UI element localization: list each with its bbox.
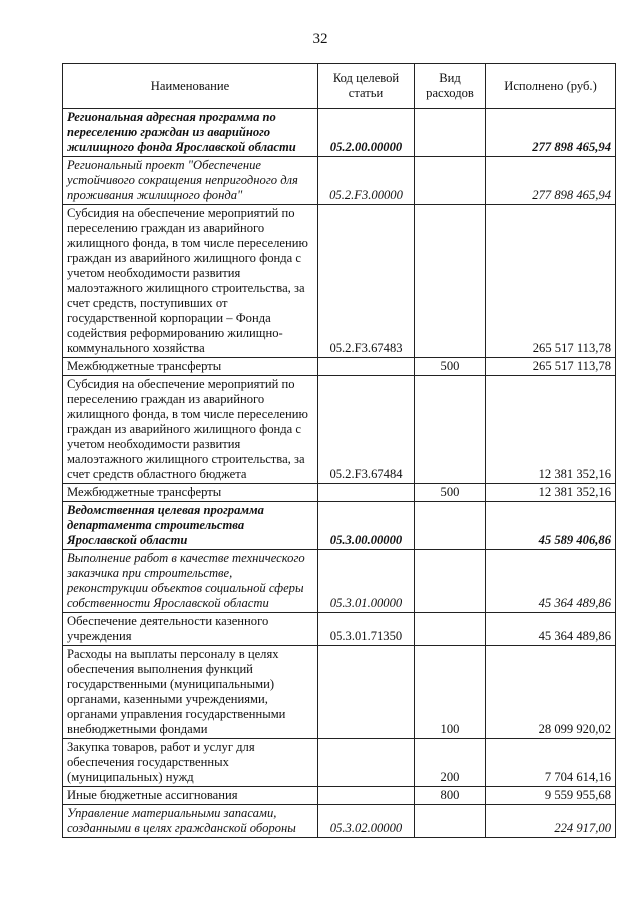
page-number: 32 xyxy=(312,31,328,47)
row-amount-cell: 28 099 920,02 xyxy=(486,646,616,739)
row-type-cell xyxy=(415,550,486,613)
row-name-cell: Межбюджетные трансферты xyxy=(63,358,318,376)
row-amount-cell: 9 559 955,68 xyxy=(486,787,616,805)
row-name-cell: Управление материальными запасами, созданными в целях гражданской обороны xyxy=(63,805,318,838)
row-code-cell: 05.3.01.00000 xyxy=(318,550,415,613)
row-name-cell: Субсидия на обеспечение мероприятий по переселению граждан из аварийного жилищного фонда, в том числе переселению граждан из аварийного жилищного фонда с учетом необходимости развития малоэтажного жилищного строительства, за счет средств областного бюджета xyxy=(63,376,318,484)
row-code-cell xyxy=(318,358,415,376)
row-type-cell: 200 xyxy=(415,739,486,787)
row-name-cell: Обеспечение деятельности казенного учреждения xyxy=(63,613,318,646)
row-amount-cell: 45 364 489,86 xyxy=(486,550,616,613)
row-type-cell xyxy=(415,376,486,484)
row-type-cell: 100 xyxy=(415,646,486,739)
row-type-cell: 500 xyxy=(415,358,486,376)
row-name-cell: Межбюджетные трансферты xyxy=(63,484,318,502)
table-row xyxy=(63,358,616,376)
table-row xyxy=(63,502,616,550)
table-row xyxy=(63,109,616,157)
table-row xyxy=(63,205,616,358)
table-header-row xyxy=(63,64,616,109)
table-row xyxy=(63,646,616,739)
row-amount-cell: 7 704 614,16 xyxy=(486,739,616,787)
row-type-cell: 500 xyxy=(415,484,486,502)
header-type: Вид расходов xyxy=(415,64,486,109)
row-code-cell: 05.3.00.00000 xyxy=(318,502,415,550)
row-name-cell: Региональный проект "Обеспечение устойчивого сокращения непригодного для проживания жилищного фонда" xyxy=(63,157,318,205)
row-code-cell: 05.3.01.71350 xyxy=(318,613,415,646)
header-name: Наименование xyxy=(63,64,318,109)
row-name-cell: Выполнение работ в качестве технического заказчика при строительстве, реконструкции объектов социальной сферы собственности Ярославской области xyxy=(63,550,318,613)
table-row xyxy=(63,157,616,205)
row-amount-cell: 12 381 352,16 xyxy=(486,484,616,502)
row-type-cell xyxy=(415,109,486,157)
row-type-cell xyxy=(415,157,486,205)
row-type-cell xyxy=(415,805,486,838)
table-row xyxy=(63,550,616,613)
row-name-cell: Иные бюджетные ассигнования xyxy=(63,787,318,805)
row-type-cell xyxy=(415,613,486,646)
table-row xyxy=(63,739,616,787)
row-name-cell: Региональная адресная программа по переселению граждан из аварийного жилищного фонда Ярославской области xyxy=(63,109,318,157)
table-row xyxy=(63,805,616,838)
row-code-cell xyxy=(318,484,415,502)
row-amount-cell: 45 589 406,86 xyxy=(486,502,616,550)
row-type-cell xyxy=(415,502,486,550)
header-code: Код целевой статьи xyxy=(318,64,415,109)
row-code-cell: 05.2.00.00000 xyxy=(318,109,415,157)
row-amount-cell: 45 364 489,86 xyxy=(486,613,616,646)
table-row xyxy=(63,787,616,805)
table-row xyxy=(63,484,616,502)
row-amount-cell: 224 917,00 xyxy=(486,805,616,838)
row-name-cell: Расходы на выплаты персоналу в целях обеспечения выполнения функций государственными (муниципальными) органами, казенными учреждениями, органами управления государственными внебюджетными фондами xyxy=(63,646,318,739)
row-code-cell xyxy=(318,739,415,787)
row-amount-cell: 265 517 113,78 xyxy=(486,205,616,358)
table-row xyxy=(63,376,616,484)
table-row xyxy=(63,613,616,646)
row-code-cell xyxy=(318,646,415,739)
row-type-cell xyxy=(415,205,486,358)
row-code-cell: 05.2.F3.00000 xyxy=(318,157,415,205)
row-type-cell: 800 xyxy=(415,787,486,805)
row-name-cell: Ведомственная целевая программа департамента строительства Ярославской области xyxy=(63,502,318,550)
row-code-cell: 05.2.F3.67483 xyxy=(318,205,415,358)
header-amount: Исполнено (руб.) xyxy=(486,64,616,109)
row-name-cell: Закупка товаров, работ и услуг для обеспечения государственных (муниципальных) нужд xyxy=(63,739,318,787)
row-code-cell: 05.2.F3.67484 xyxy=(318,376,415,484)
row-amount-cell: 12 381 352,16 xyxy=(486,376,616,484)
row-code-cell xyxy=(318,787,415,805)
row-amount-cell: 277 898 465,94 xyxy=(486,109,616,157)
row-amount-cell: 265 517 113,78 xyxy=(486,358,616,376)
row-code-cell: 05.3.02.00000 xyxy=(318,805,415,838)
budget-table xyxy=(62,63,616,838)
row-amount-cell: 277 898 465,94 xyxy=(486,157,616,205)
row-name-cell: Субсидия на обеспечение мероприятий по переселению граждан из аварийного жилищного фонда, в том числе переселению граждан из аварийного жилищного фонда с учетом необходимости развития малоэтажного жилищного строительства, за счет средств, поступивших от государственной корпорации – Фонда содействия реформированию жилищно-коммунального хозяйства xyxy=(63,205,318,358)
